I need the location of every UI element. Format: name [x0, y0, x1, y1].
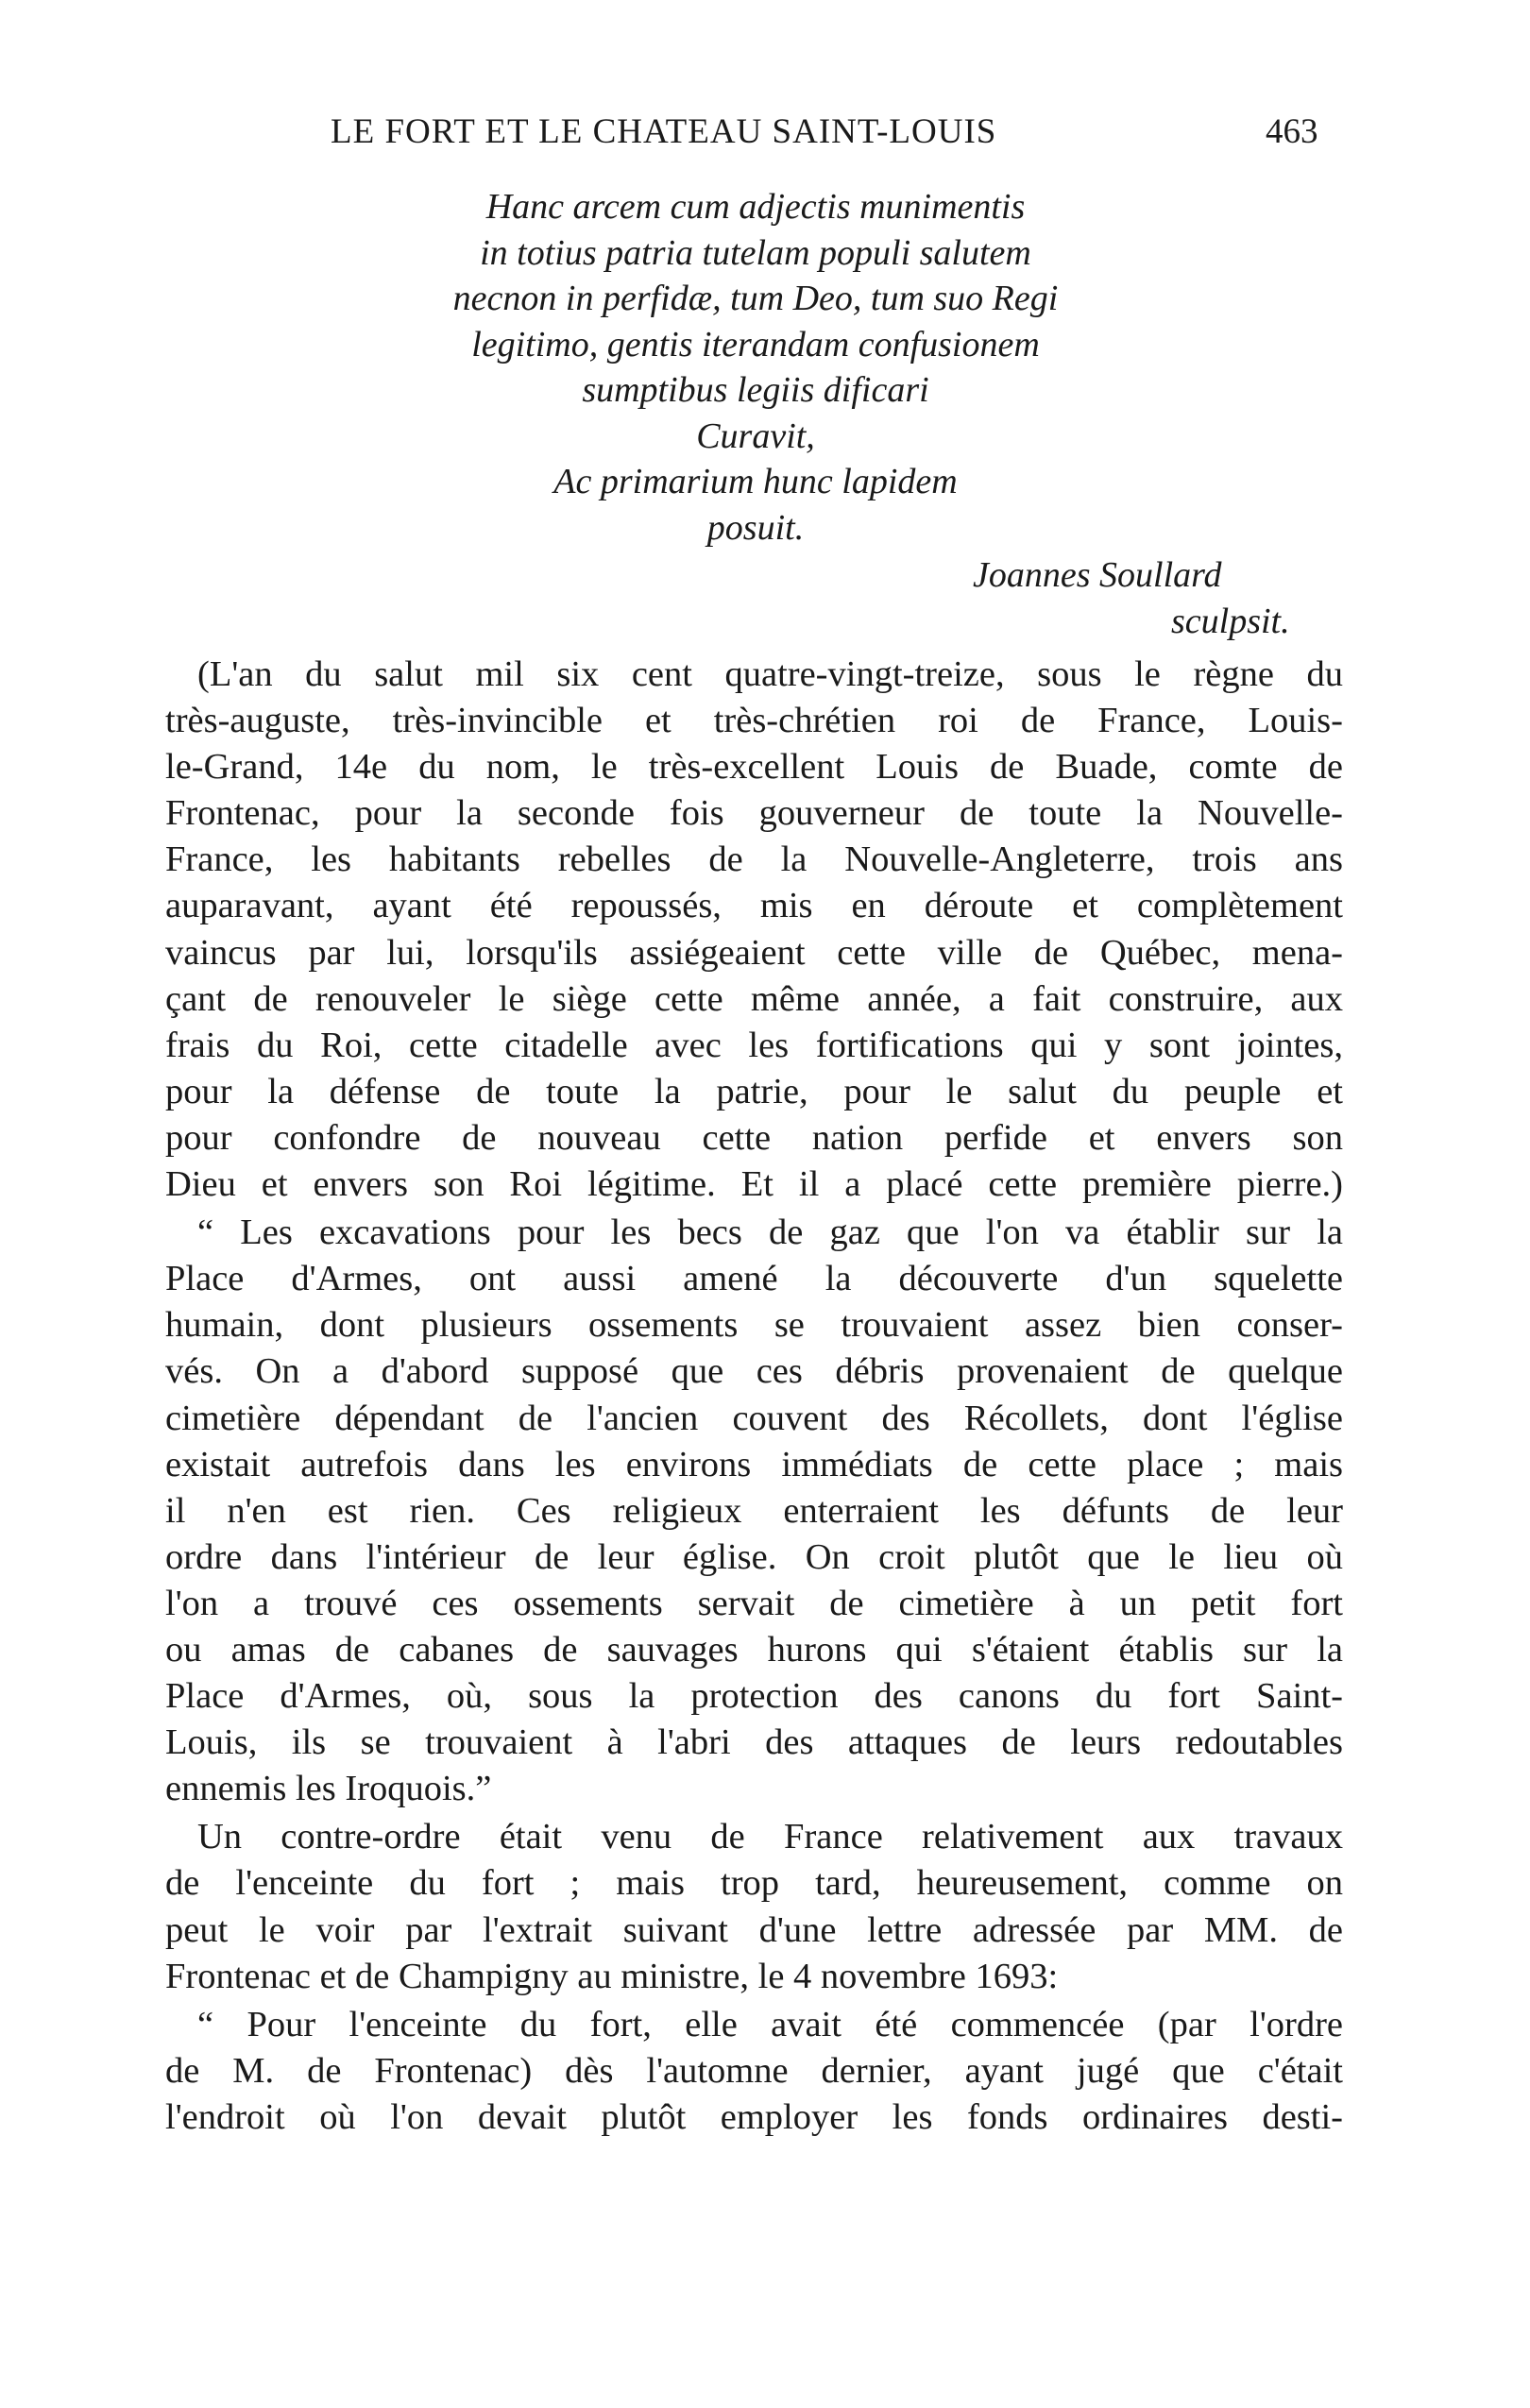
inscription-line: Curavit,: [696, 415, 815, 456]
inscription-line: necnon in perfidæ, tum Deo, tum suo Regi: [452, 279, 1059, 318]
text-line: “ Les excavations pour les becs de gaz que l'on va établir sur la: [197, 1212, 1343, 1253]
text-line: Frontenac, pour la seconde fois gouverneur de toute la Nouvelle-: [165, 793, 1343, 834]
text-line: l'endroit où l'on devait plutôt employer les fonds ordinaires desti-: [165, 2096, 1343, 2137]
inscription-line: posuit.: [706, 507, 805, 548]
text-line: de M. de Frontenac) dès l'automne dernier, ayant jugé que c'était: [165, 2050, 1343, 2091]
text-line: Frontenac et de Champigny au ministre, le 4 novembre 1693:: [165, 1956, 1059, 1996]
text-line: peut le voir par l'extrait suivant d'une lettre adressée par MM. de: [165, 1909, 1343, 1950]
text-line: très-auguste, très-invincible et très-chrétien roi de France, Louis-: [165, 701, 1343, 741]
body-text: [165, 652, 1343, 2143]
paragraph-counter-order: [165, 1814, 1343, 1999]
text-line: Un contre-ordre était venu de France relativement aux travaux: [197, 1817, 1343, 1857]
text-line: ordre dans l'intérieur de leur église. On croit plutôt que le lieu où: [165, 1536, 1343, 1577]
inscription-line: in totius patria tutelam populi salutem: [480, 232, 1031, 273]
text-line: vaincus par lui, lorsqu'ils assiégeaient cette ville de Québec, mena-: [165, 932, 1343, 973]
text-line: l'on a trouvé ces ossements servait de cimetière à un petit fort: [165, 1583, 1343, 1623]
text-line: pour la défense de toute la patrie, pour le salut du peuple et: [165, 1071, 1343, 1111]
text-line: Place d'Armes, où, sous la protection des canons du fort Saint-: [165, 1676, 1343, 1717]
text-line: ou amas de cabanes de sauvages hurons qui s'étaient établis sur la: [165, 1629, 1343, 1670]
text-line: çant de renouveler le siège cette même année, a fait construire, aux: [165, 978, 1343, 1019]
inscription-signature: [170, 552, 1303, 644]
text-line: frais du Roi, cette citadelle avec les fortifications qui y sont jointes,: [165, 1025, 1343, 1065]
text-line: de l'enceinte du fort ; mais trop tard, heureusement, comme on: [165, 1863, 1343, 1904]
text-line: auparavant, ayant été repoussés, mis en déroute et complètement: [165, 886, 1343, 926]
signature-name: Joannes Soullard: [973, 555, 1222, 595]
text-line: (L'an du salut mil six cent quatre-vingt-treize, sous le règne du: [197, 654, 1343, 694]
text-line: humain, dont plusieurs ossements se trouvaient assez bien conser-: [165, 1305, 1343, 1346]
text-line: France, les habitants rebelles de la Nouvelle-Angleterre, trois ans: [165, 839, 1343, 880]
text-line: le-Grand, 14e du nom, le très-excellent Louis de Buade, comte de: [165, 747, 1343, 788]
signature-role: sculpsit.: [1171, 601, 1290, 641]
page-number: 463: [1266, 112, 1318, 151]
inscription-line: legitimo, gentis iterandam confusionem: [471, 324, 1040, 365]
running-head: [0, 111, 1530, 159]
text-line: pour confondre de nouveau cette nation perfide et envers son: [165, 1117, 1343, 1158]
text-line: “ Pour l'enceinte du fort, elle avait été commencée (par l'ordre: [197, 2004, 1343, 2044]
paragraph-enceinte-quote: [165, 2002, 1343, 2141]
running-title: LE FORT ET LE CHATEAU SAINT-LOUIS: [331, 112, 997, 151]
inscription-line: Hanc arcem cum adjectis munimentis: [485, 187, 1026, 227]
text-line: ennemis les Iroquois.”: [165, 1769, 492, 1809]
paragraph-excavations-quote: [165, 1210, 1343, 1812]
text-line: existait autrefois dans les environs immédiats de cette place ; mais: [165, 1444, 1343, 1484]
text-line: cimetière dépendant de l'ancien couvent des Récollets, dont l'église: [165, 1398, 1343, 1438]
paragraph-translation: [165, 652, 1343, 1208]
text-line: Louis, ils se trouvaient à l'abri des attaques de leurs redoutables: [165, 1722, 1343, 1763]
inscription-line: sumptibus legiis dificari: [582, 370, 929, 410]
text-line: Dieu et envers son Roi légitime. Et il a placé cette première pierre.): [165, 1164, 1343, 1205]
text-line: Place d'Armes, ont aussi amené la découverte d'un squelette: [165, 1259, 1343, 1299]
latin-inscription: [359, 184, 1152, 551]
text-line: vés. On a d'abord supposé que ces débris provenaient de quelque: [165, 1351, 1343, 1392]
inscription-line: Ac primarium hunc lapidem: [553, 462, 958, 501]
text-line: il n'en est rien. Ces religieux enterraient les défunts de leur: [165, 1490, 1343, 1531]
